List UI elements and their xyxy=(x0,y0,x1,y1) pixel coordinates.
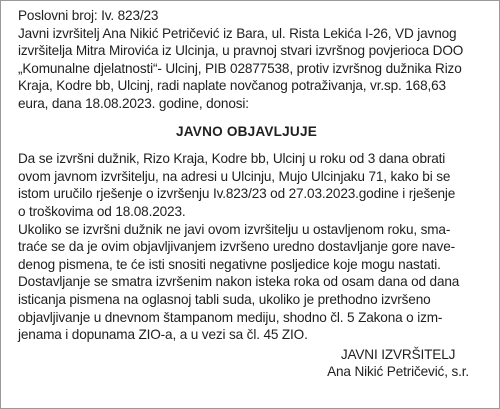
body-line: objavljivanje u dnevnom štampanom mediju, shodno čl. 5 Zakona o izm- xyxy=(18,309,443,325)
intro-paragraph xyxy=(18,25,475,113)
body-line: jenama i dopunama ZIO-a, a u vezi sa čl. 45 ZIO. xyxy=(18,327,308,343)
body-line: o troškovima od 18.08.2023. xyxy=(18,203,186,219)
notice-body xyxy=(18,150,475,344)
intro-line: Kraja, Kodre bb, Ulcinj, radi naplate novčanog potraživanja, vr.sp. 168,63 xyxy=(18,78,446,94)
intro-line: izvršitelja Mitra Mirovića iz Ulcinja, u pravnoj stvari izvršnog povjerioca DOO xyxy=(18,43,464,59)
intro-line: Javni izvršitelj Ana Nikić Petričević iz Bara, ul. Rista Lekića I-26, VD javnog xyxy=(18,25,457,41)
notice-title: JAVNO OBJAVLJUJE xyxy=(176,123,317,139)
body-line: denog pismena, te će isti snositi negativne posljedice koje mogu nastati. xyxy=(18,256,441,272)
signature-role: JAVNI IZVRŠITELJ xyxy=(340,346,456,362)
body-line: ovom javnom izvršitelju, na adresi u Ulcinju, Mujo Ulcinjaku 71, kako bi se xyxy=(18,168,451,184)
intro-line: „Komunalne djelatnosti“- Ulcinj, PIB 02877538, protiv izvršnog dužnika Rizo xyxy=(18,60,462,76)
signature-name: Ana Nikić Petričević, s.r. xyxy=(327,364,469,380)
intro-line: eura, dana 18.08.2023. godine, donosi: xyxy=(18,95,249,111)
body-line: Dostavljanje se smatra izvršenim nakon isteka roka od osam dana od dana xyxy=(18,274,460,290)
body-line: istom uručilo rješenje o izvršenju Iv.823/23 od 27.03.2023.godine i rješenje xyxy=(18,186,456,202)
signature-block xyxy=(18,346,475,381)
body-line: isticanja pismena na oglasnoj tabli suda, ukoliko je prethodno izvršeno xyxy=(18,291,431,307)
body-line: Da se izvršni dužnik, Rizo Kraja, Kodre bb, Ulcinj u roku od 3 dana obrati xyxy=(18,151,446,167)
body-line: traće se da je ovim objavljivanjem izvršeno uredno dostavljanje gore nave- xyxy=(18,239,455,255)
body-line: Ukoliko se izvršni dužnik ne javi ovom izvršitelju u ostavljenom roku, sma- xyxy=(18,221,451,237)
case-number: Poslovni broj: Iv. 823/23 xyxy=(18,8,159,23)
